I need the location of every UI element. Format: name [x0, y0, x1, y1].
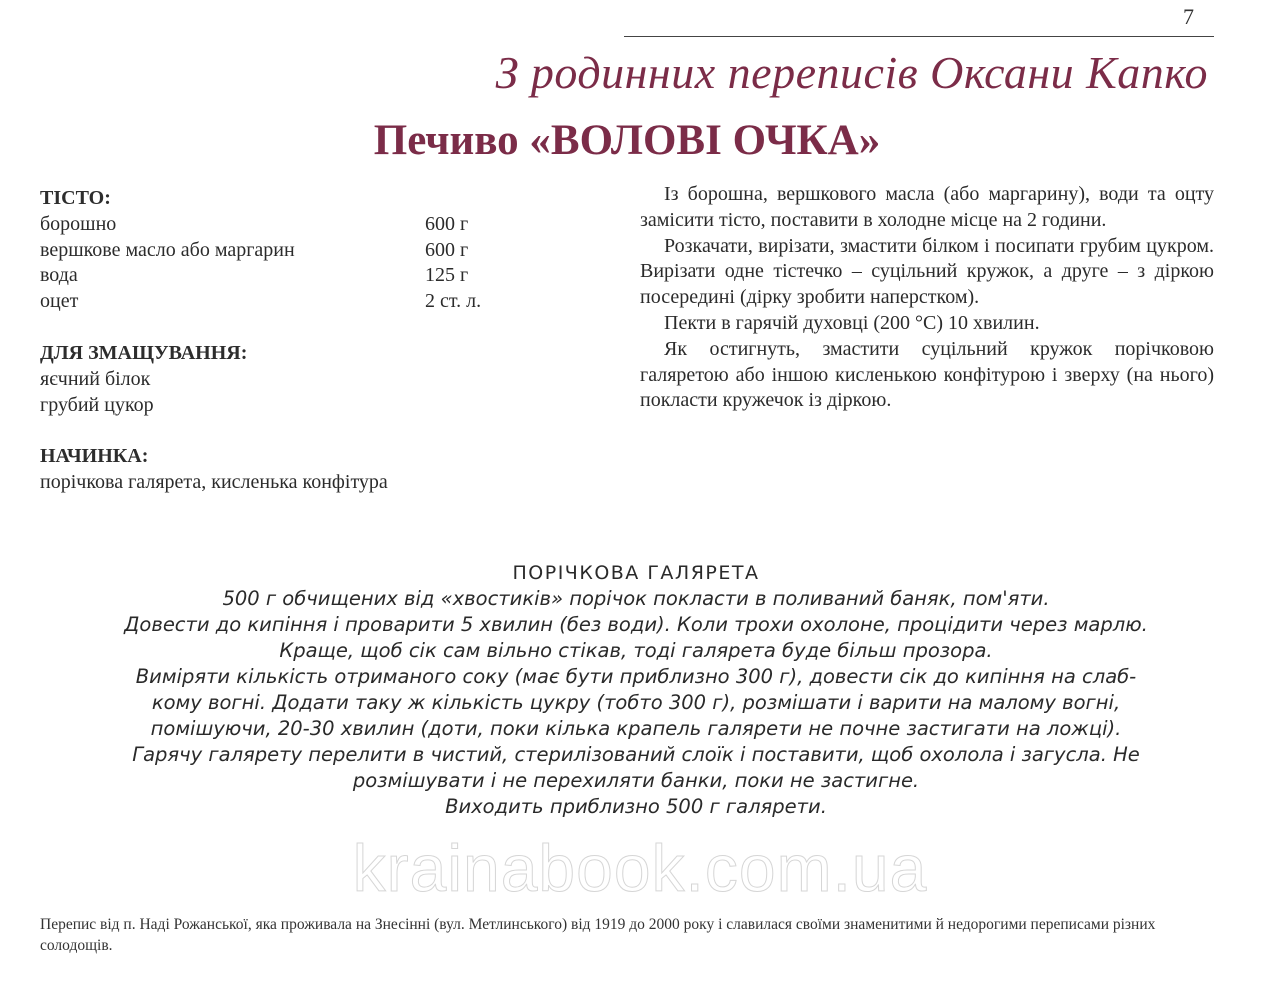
section-heading: ТІСТО: — [40, 187, 111, 209]
ingredient-quantity: 2 ст. л. — [425, 290, 482, 313]
section-greasing — [40, 341, 600, 418]
header-rule — [624, 36, 1214, 37]
handwritten-line: Виміряти кількість отриманого соку (має бути приблизно 300 г), довести сік до кипіння на слаб- — [135, 665, 1137, 688]
handwritten-line: Виходить приблизно 500 г галярети. — [445, 795, 827, 818]
ingredient-name: вершкове масло або маргарин — [40, 238, 295, 261]
section-dough — [40, 186, 600, 315]
handwritten-line: кому вогні. Додати таку ж кількість цукру (тобто 300 г), розмішати і варити на малому вогні, — [151, 691, 1121, 714]
instructions — [640, 182, 1214, 414]
ingredient-name: оцет — [40, 290, 79, 313]
ingredient-row — [40, 212, 600, 238]
ingredient-quantity: 600 г — [425, 238, 469, 261]
ingredient-row — [40, 263, 600, 289]
section-heading: ДЛЯ ЗМАЩУВАННЯ: — [40, 341, 248, 364]
ingredient-name: вода — [40, 264, 78, 287]
handwritten-line: Краще, щоб сік сам вільно стікав, тоді галярета буде більш прозора. — [279, 639, 993, 662]
handwritten-note — [56, 560, 1216, 820]
ingredient-row — [40, 289, 600, 315]
handwritten-line: Гарячу галярету перелити в чистий, стерилізований слоїк і поставити, щоб охолола і загусла. Не — [132, 743, 1140, 766]
ingredient-name: яєчний білок — [40, 367, 151, 390]
ingredients-list — [40, 186, 600, 496]
ingredient-row — [40, 470, 600, 496]
ingredient-name: порічкова галярета, кисленька конфітура — [40, 471, 388, 494]
handwritten-line: 500 г обчищених від «хвостиків» порічок покласти в поливаний баняк, пом'яти. — [222, 587, 1050, 610]
handwritten-line: Довести до кипіння і проварити 5 хвилин (без води). Коли трохи охолоне, процідити через марлю. — [124, 613, 1148, 636]
handwritten-line: помішуючи, 20-30 хвилин (доти, поки кілька крапель галярети не почне застигати на ложці). — [150, 717, 1122, 740]
instruction-paragraph: Як остигнуть, змастити суцільний кружок порічковою галяретою або іншою кисленькою конфітурою і зверху (на нього) покласти кружечок із діркою. — [640, 337, 1214, 412]
handwritten-title: ПОРІЧКОВА ГАЛЯРЕТА — [512, 562, 760, 584]
instruction-paragraph: Із борошна, вершкового масла (або маргарину), води та оцту замісити тісто, поставити в холодне місце на 2 години. — [640, 183, 1214, 231]
footnote: Перепис від п. Наді Рожанської, яка проживала на Знесінні (вул. Метлинського) від 1919 до 2000 року і славилася своїми знаменитими й недорогими переписами різних солодощів. — [40, 916, 1156, 954]
page-number: 7 — [1183, 4, 1194, 29]
ingredient-row — [40, 238, 600, 264]
ingredient-row — [40, 367, 600, 393]
ingredient-row — [40, 393, 600, 419]
ingredient-quantity: 600 г — [425, 212, 469, 235]
ingredient-name: борошно — [40, 212, 117, 235]
watermark: krainabook.com.ua — [352, 831, 928, 905]
ingredient-name: грубий цукор — [40, 393, 154, 416]
section-filling — [40, 444, 600, 496]
instruction-paragraph: Пекти в гарячій духовці (200 °С) 10 хвилин. — [664, 311, 1040, 334]
section-heading: НАЧИНКА: — [40, 445, 149, 468]
recipe-title: Печиво «ВОЛОВІ ОЧКА» — [373, 117, 881, 164]
ingredient-quantity: 125 г — [425, 264, 469, 287]
handwritten-line: розмішувати і не перехиляти банки, поки не застигне. — [352, 769, 920, 792]
book-subtitle: З родинних переписів Оксани Капко — [495, 47, 1208, 98]
instruction-paragraph: Розкачати, вирізати, змастити білком і посипати грубим цукром. Вирізати одне тістечко – суцільний кружок, а друге – з діркою посередині (дірку зробити наперстком). — [640, 234, 1214, 309]
